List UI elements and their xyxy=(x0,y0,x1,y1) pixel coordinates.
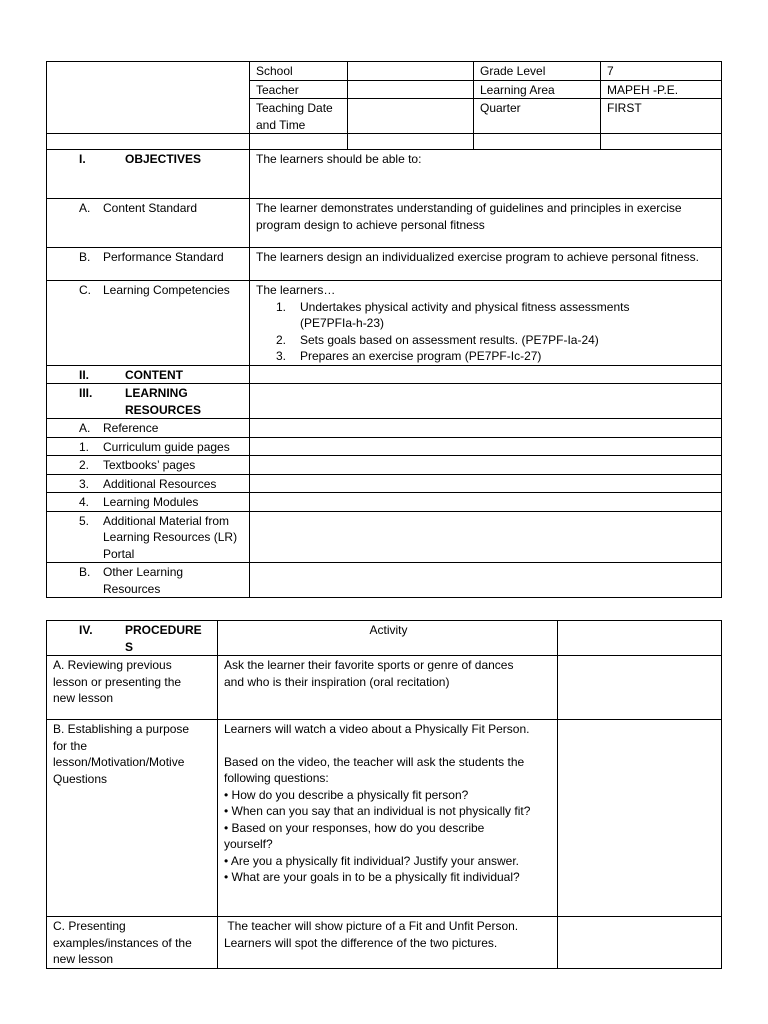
teacher-label: Teacher xyxy=(250,80,348,99)
resource-item-other: B. Other Learning Resources xyxy=(47,563,250,598)
competency-item: 2. Sets goals based on assessment results. (PE7PF-Ia-24) xyxy=(276,332,599,347)
question-item: • When can you say that an individual is not physically fit? xyxy=(224,804,531,818)
procedures-heading: IV. PROCEDURE S xyxy=(47,621,218,656)
competencies-list xyxy=(256,299,717,365)
grade-level-value: 7 xyxy=(601,62,722,81)
question-item: • Based on your responses, how do you describe xyxy=(224,820,485,835)
resource-item-modules: 4. Learning Modules xyxy=(47,493,250,512)
school-label: School xyxy=(250,62,348,81)
question-item: • How do you describe a physically fit person? xyxy=(224,787,469,802)
question-item: • Are you a physically fit individual? Justify your answer. xyxy=(224,853,520,868)
quarter-label: Quarter xyxy=(474,99,601,134)
procedure-b-activity: Learners will watch a video about a Physically Fit Person. Based on the video, the teacher will ask the students the following questions: • How do you describe a physically fit person? • When can you say that an individual is not physically fit? • Based on your responses, how do you describe yourself? • Are you a physically fit individual? Justify your answer. • What are your goals in to be a physically fit individual? xyxy=(218,720,558,917)
procedure-a-activity: Ask the learner their favorite sports or genre of dances and who is their inspiration (oral recitation) xyxy=(218,656,558,720)
resource-item-curriculum-guide: 1. Curriculum guide pages xyxy=(47,437,250,456)
header-blank-cell xyxy=(47,62,250,134)
objectives-text: The learners should be able to: xyxy=(250,150,722,199)
content-standard-label: A. Content Standard xyxy=(47,199,250,248)
quarter-value: FIRST xyxy=(601,99,722,134)
procedure-c-label: C. Presenting examples/instances of the new lesson xyxy=(47,917,218,969)
resource-item-reference: A. Reference xyxy=(47,419,250,438)
procedures-table xyxy=(46,620,722,969)
objectives-heading: I. OBJECTIVES xyxy=(47,150,250,199)
teaching-date-label: Teaching Date and Time xyxy=(250,99,348,134)
learning-resources-text xyxy=(250,384,722,419)
learning-area-label: Learning Area xyxy=(474,80,601,99)
resource-item-additional: 3. Additional Resources xyxy=(47,474,250,493)
lesson-plan-table xyxy=(46,61,722,598)
learning-competencies-text xyxy=(250,281,722,366)
performance-standard-text: The learners design an individualized exercise program to achieve personal fitness. xyxy=(250,248,722,281)
learning-resources-heading: III. LEARNING RESOURCES xyxy=(47,384,250,419)
procedure-a-label: A. Reviewing previous lesson or presenting the new lesson xyxy=(47,656,218,720)
school-value xyxy=(348,62,474,81)
learning-competencies-label: C. Learning Competencies xyxy=(47,281,250,366)
teacher-value xyxy=(348,80,474,99)
competencies-intro: The learners… xyxy=(256,283,336,297)
learning-area-value: MAPEH -P.E. xyxy=(601,80,722,99)
grade-level-label: Grade Level xyxy=(474,62,601,81)
teaching-date-value xyxy=(348,99,474,134)
resource-item-lr-portal: 5. Additional Material from Learning Resources (LR) Portal xyxy=(47,511,250,563)
competency-item: 3. Prepares an exercise program (PE7PF-Ic-27) xyxy=(276,349,542,363)
procedure-b-label: B. Establishing a purpose for the lesson/Motivation/Motive Questions xyxy=(47,720,218,917)
content-heading: II. CONTENT xyxy=(47,365,250,384)
spacer-cell xyxy=(47,134,250,150)
content-standard-text: The learner demonstrates understanding of guidelines and principles in exercise program design to achieve personal fitness xyxy=(250,199,722,248)
procedure-c-activity: The teacher will show picture of a Fit and Unfit Person. Learners will spot the difference of the two pictures. xyxy=(218,917,558,969)
performance-standard-label: B. Performance Standard xyxy=(47,248,250,281)
content-text xyxy=(250,365,722,384)
activity-header: Activity xyxy=(218,621,558,656)
resource-item-textbooks: 2. Textbooks’ pages xyxy=(47,456,250,475)
procedures-extra-header xyxy=(558,621,722,656)
question-item: • What are your goals in to be a physically fit individual? xyxy=(224,870,520,884)
competency-item: 1. Undertakes physical activity and physical fitness assessments (PE7PFIa-h-23) xyxy=(276,299,630,330)
